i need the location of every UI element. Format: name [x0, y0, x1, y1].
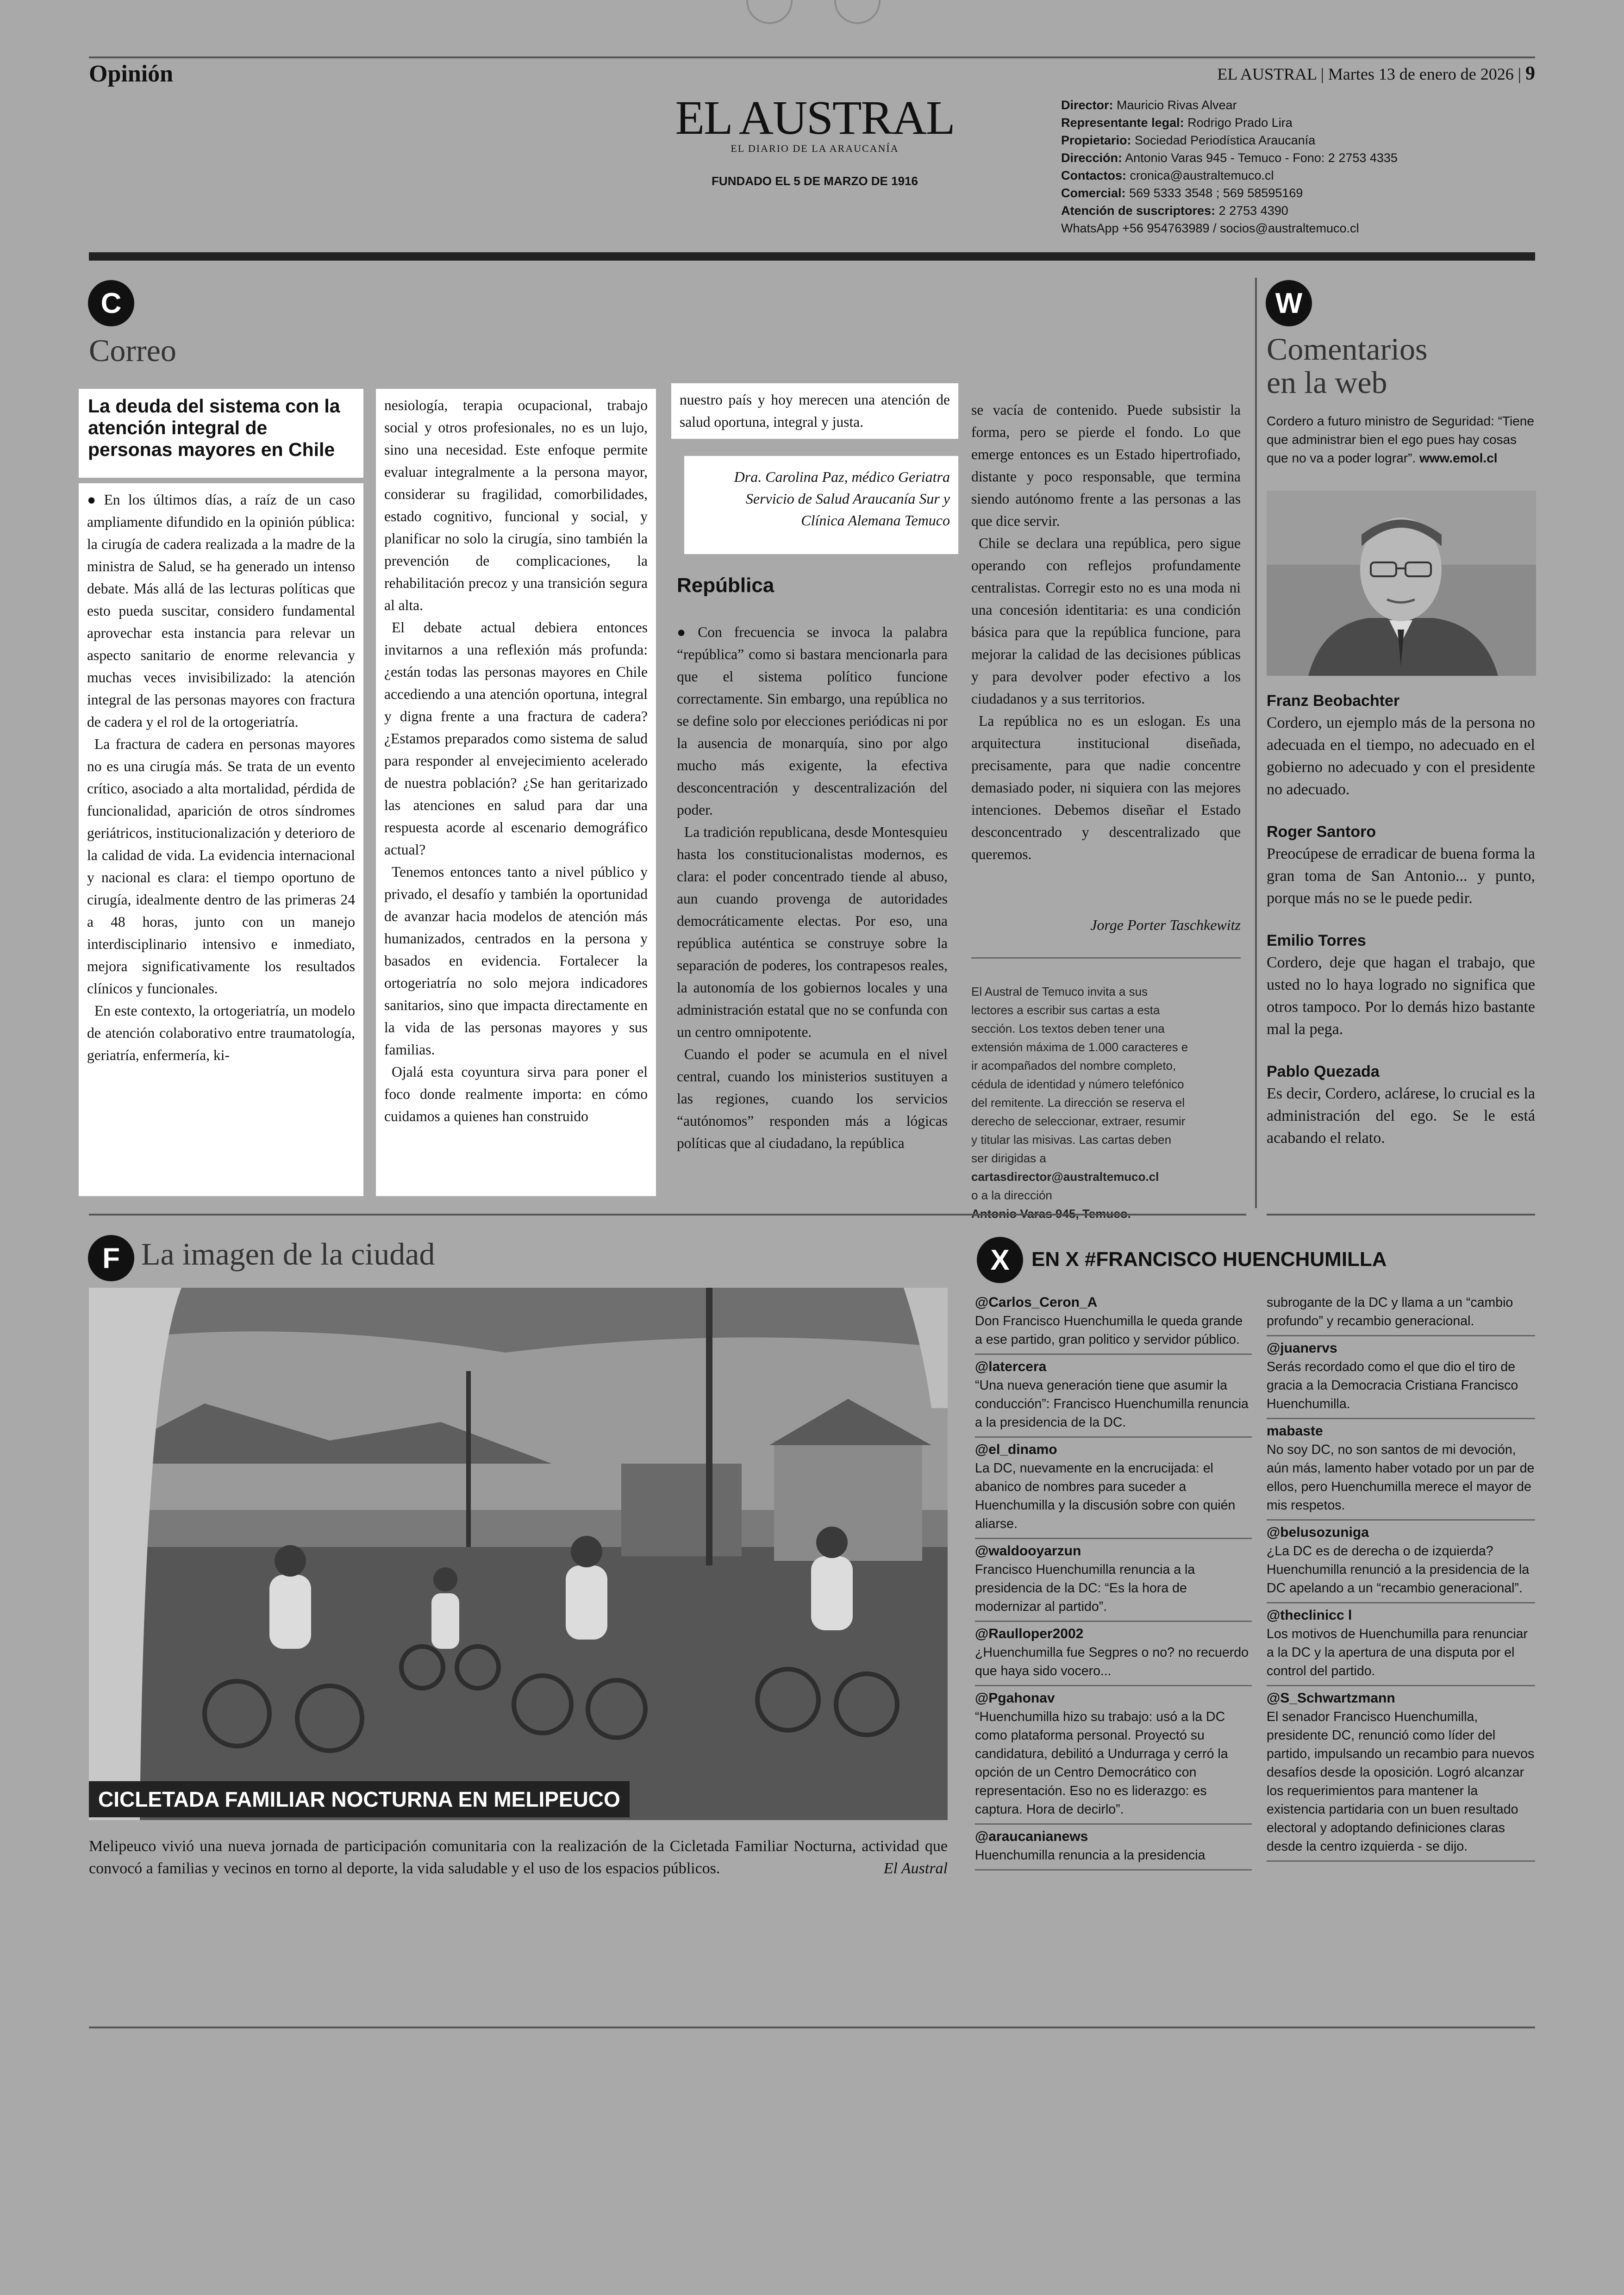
- staff-value: 569 5333 3548 ; 569 58595169: [1129, 186, 1303, 200]
- x-post[interactable]: [1267, 1336, 1535, 1419]
- x-post-user[interactable]: @araucanianews: [975, 1829, 1088, 1844]
- paragraph: [384, 1061, 648, 1128]
- city-photo: [89, 1288, 948, 1820]
- portrait-photo: [1267, 491, 1536, 676]
- web-comment-author: Roger Santoro: [1267, 823, 1376, 841]
- web-comment-author: Emilio Torres: [1267, 932, 1366, 949]
- letter2-column-4: [971, 399, 1241, 866]
- masthead: [662, 90, 968, 188]
- staff-value: Mauricio Rivas Alvear: [1117, 98, 1237, 112]
- x-post[interactable]: [975, 1355, 1252, 1438]
- web-comment-text: Cordero, un ejemplo más de la persona no adecuada en el tiempo, no adecuado en el gobierno no adecuado y con el presidente no adecuado.: [1267, 714, 1535, 798]
- masthead-subtitle: EL DIARIO DE LA ARAUCANÍA: [731, 143, 899, 154]
- city-image-description: Melipeuco vivió una nueva jornada de participación comunitaria con la realización de la Cicletada Familiar Nocturna, actividad que convocó a familias y vecinos en torno al deporte, la vida saludable y el uso de los espacios públicos.: [89, 1838, 948, 1877]
- staff-value: Antonio Varas 945 - Temuco - Fono: 2 2753 4335: [1125, 151, 1398, 165]
- previous-page-icon[interactable]: [746, 0, 793, 24]
- paragraph: [971, 710, 1241, 866]
- paragraph-text: se vacía de contenido. Puede subsistir la forma, pero se pierde el fondo. Lo que emerge entonces es un Estado hipertrofiado, distante y poco responsable, que termina siendo autónomo frente a las personas a las que dice servir.: [971, 402, 1241, 529]
- page-folio: EL AUSTRAL | Martes 13 de enero de 2026 | 9: [1217, 63, 1535, 84]
- web-comments-intro-text: Cordero a futuro ministro de Seguridad: “Tiene que administrar bien el ego pues hay cosas que no va a poder lograr”.: [1267, 414, 1534, 465]
- staff-line: [1061, 184, 1524, 202]
- web-comment: [1267, 932, 1535, 1041]
- folio-page: 9: [1525, 63, 1535, 84]
- x-post-text: ¿Huenchumilla fue Segpres o no? no recuerdo que haya sido vocero...: [975, 1645, 1249, 1678]
- x-post-text: “Una nueva generación tiene que asumir la conducción”: Francisco Huenchumilla renuncia a la presidencia de la DC.: [975, 1378, 1249, 1430]
- x-post-text: Don Francisco Huenchumilla le queda grande a ese partido, gran politico y servidor público.: [975, 1314, 1243, 1347]
- city-image-credit: El Austral: [883, 1860, 948, 1877]
- mid-rule-right: [1267, 1214, 1535, 1216]
- paragraph: [87, 1000, 355, 1066]
- masthead-title: EL AUSTRAL: [675, 91, 955, 144]
- paragraph: [384, 617, 648, 861]
- founded-line: FUNDADO EL 5 DE MARZO DE 1916: [712, 174, 918, 188]
- x-post-text: Serás recordado como el que dio el tiro de gracia a la Democracia Cristiana Francisco Huenchumilla.: [1267, 1360, 1518, 1411]
- signature-line: Clínica Alemana Temuco: [801, 512, 950, 529]
- letters-or-address: o a la dirección: [971, 1188, 1052, 1202]
- web-comment: [1267, 692, 1535, 801]
- paragraph-text: Con frecuencia se invoca la palabra “república” como si bastara mencionarla para que el sistema político funcione correctamente. Sin embargo, una república no se define solo por elecciones periódicas ni por la ausencia de monarquía, sino por algo mucho más exigente, la efectiva desconcentración y descentralización del poder.: [677, 624, 948, 818]
- letter1-closing: nuestro país y hoy merecen una atención de salud oportuna, integral y justa.: [680, 392, 950, 430]
- paragraph-text: Ojalá esta coyuntura sirva para poner el foco donde realmente importa: en cómo cuidamos a quienes han construido: [384, 1064, 648, 1124]
- x-post-user[interactable]: @latercera: [975, 1359, 1047, 1374]
- x-post-user[interactable]: @Raulloper2002: [975, 1626, 1084, 1641]
- column-divider: [1255, 278, 1257, 1208]
- x-post-user[interactable]: mabaste: [1267, 1423, 1323, 1439]
- letters-note-rule: [971, 957, 1241, 959]
- web-comment-text: Cordero, deje que hagan el trabajo, que usted no lo haya logrado no significa que otros tampoco. Por lo demás hizo bastante mal la pega.: [1267, 954, 1535, 1038]
- correo-title: Correo: [89, 333, 176, 368]
- letters-note: [971, 982, 1189, 1223]
- paragraph-text: La república no es un eslogan. Es una arquitectura institucional diseñada, precisamente, para que nadie concentre demasiado poder, ni siquiera con las mejores intenciones. Debemos diseñar el Estado desconcentrado y descentralizado que queremos.: [971, 713, 1241, 862]
- paragraph: [677, 621, 948, 821]
- staff-box: [1061, 96, 1524, 237]
- letters-note-text: El Austral de Temuco invita a sus lectores a escribir sus cartas a esta sección. Los textos deben tener una extensión máxima de 1.000 caracteres e ir acompañados del nombre completo, cédula de identidad y número telefónico del remitente. La dirección se reserva el derecho de seleccionar, extraer, resumir y titular las misivas. Las cartas deben ser dirigidas a: [971, 985, 1188, 1165]
- web-comments-intro: [1267, 412, 1535, 468]
- staff-line: [1061, 131, 1524, 149]
- x-post-text: Francisco Huenchumilla renuncia a la presidencia de la DC: “Es la hora de modernizar al partido”.: [975, 1562, 1195, 1614]
- staff-label: Director:: [1061, 98, 1113, 112]
- letter2-signature: Jorge Porter Taschkewitz: [1090, 917, 1241, 933]
- letter1-headline: La deuda del sistema con la atención integral de personas mayores en Chile: [79, 389, 363, 478]
- paragraph: [384, 394, 648, 617]
- staff-label: Propietario:: [1061, 133, 1131, 147]
- x-feed-column-1: [975, 1291, 1252, 1871]
- staff-value: Rodrigo Prado Lira: [1187, 116, 1293, 130]
- web-comments-title-line1: Comentarios: [1267, 331, 1428, 367]
- web-comments-title-line2: en la web: [1267, 365, 1387, 400]
- letters-email[interactable]: cartasdirector@australtemuco.cl: [971, 1170, 1159, 1184]
- paragraph-text: Chile se declara una república, pero sigue operando con reflejos profundamente centralistas. Corregir esto no es una moda ni una concesión identitaria: es una condición básica para que la república funcione, para mejorar la calidad de las decisiones públicas y para devolver poder efectivo a los ciudadanos y a sus territorios.: [971, 535, 1241, 707]
- staff-value: WhatsApp +56 954763989 / socios@australtemuco.cl: [1061, 221, 1359, 235]
- web-comments-list: [1267, 692, 1535, 1172]
- staff-value: 2 2753 4390: [1218, 204, 1288, 218]
- bullet-icon: ●: [87, 492, 100, 508]
- staff-value: Sociedad Periodística Araucanía: [1135, 133, 1316, 147]
- x-post-user[interactable]: @theclinicc l: [1267, 1608, 1352, 1623]
- x-post[interactable]: [975, 1539, 1252, 1622]
- staff-label: Dirección:: [1061, 151, 1123, 165]
- x-post-user[interactable]: @S_Schwartzmann: [1267, 1690, 1395, 1706]
- staff-line: [1061, 114, 1524, 131]
- mid-rule-left: [89, 1214, 1246, 1216]
- folio-paper: EL AUSTRAL: [1217, 65, 1317, 83]
- next-page-icon[interactable]: [834, 0, 881, 24]
- web-comment: [1267, 1063, 1535, 1149]
- staff-label: Atención de suscriptores:: [1061, 204, 1216, 218]
- x-post-user[interactable]: @belusozuniga: [1267, 1525, 1369, 1540]
- x-post[interactable]: [1267, 1603, 1535, 1686]
- paragraph: [677, 821, 948, 1043]
- x-post-user[interactable]: @juanervs: [1267, 1341, 1337, 1356]
- signature-line: Dra. Carolina Paz, médico Geriatra: [734, 468, 950, 485]
- x-post[interactable]: [975, 1825, 1252, 1871]
- paragraph-text: Cuando el poder se acumula en el nivel central, cuando los ministerios sustituyen a las regiones, cuando los servicios “autónomos” responden más a lógicas políticas que al ciudadano, la república: [677, 1046, 948, 1151]
- paragraph: [971, 532, 1241, 710]
- x-post-user[interactable]: @el_dinamo: [975, 1442, 1057, 1457]
- bullet-icon: ●: [677, 624, 694, 640]
- letter1-signature: [684, 456, 958, 554]
- letter1-column-1: [79, 483, 363, 1196]
- paragraph-text: La fractura de cadera en personas mayores no es una cirugía más. Se trata de un evento crítico, asociado a alta mortalidad, pérdida de funcionalidad, aparición de otros síndromes geriátricos, institucionalización y deterioro de la calidad de vida. La evidencia internacional y nacional es clara: el tiempo oportuno de cirugía, idealmente dentro de las primeras 24 a 48 horas, junto con un manejo interdisciplinario intensivo e inmediato, mejora significativamente los resultados clínicos y funcionales.: [87, 736, 355, 997]
- x-post-user[interactable]: @Pgahonav: [975, 1690, 1055, 1706]
- x-post-user[interactable]: @waldooyarzun: [975, 1543, 1081, 1559]
- header-rule: [89, 252, 1535, 261]
- paragraph: [971, 399, 1241, 532]
- paragraph-text: En este contexto, la ortogeriatría, un modelo de atención colaborativo entre traumatología, geriatría, enfermería, ki-: [87, 1003, 355, 1063]
- x-post[interactable]: [1267, 1419, 1535, 1521]
- city-photo-caption: CICLETADA FAMILIAR NOCTURNA EN MELIPEUCO: [89, 1781, 630, 1817]
- city-image-text: [89, 1835, 948, 1880]
- x-post[interactable]: [975, 1291, 1252, 1355]
- x-feed-column-2: [1267, 1291, 1535, 1862]
- x-post-text: Los motivos de Huenchumilla para renunciar a la DC y la apertura de una disputa por el control del partido.: [1267, 1627, 1528, 1678]
- bottom-rule: [89, 2027, 1535, 2028]
- letter2-column-3: [677, 621, 948, 1154]
- x-post[interactable]: [975, 1686, 1252, 1825]
- web-comments-badge: W: [1266, 280, 1312, 326]
- top-rule: [89, 56, 1535, 58]
- staff-line: [1061, 96, 1524, 114]
- signature-line: Servicio de Salud Araucanía Sur y: [745, 490, 950, 507]
- x-post-text: La DC, nuevamente en la encrucijada: el abanico de nombres para suceder a Huenchumilla y la discusión sobre con quién aliarse.: [975, 1461, 1236, 1531]
- paragraph-text: El debate actual debiera entonces invitarnos a una reflexión más profunda: ¿están todas las personas mayores en Chile accediendo a una atención oportuna, integral y digna frente a una fractura de cadera? ¿Estamos preparados como sistema de salud para responder al envejecimiento acelerado de nuestra población? ¿Se han geritarizado las atenciones en salud para dar una respuesta acorde al escenario demográfico actual?: [384, 619, 648, 858]
- correo-badge: C: [88, 280, 134, 326]
- x-post-text: “Huenchumilla hizo su trabajo: usó a la DC como plataforma personal. Proyectó su candidatura, debilitó a Undurraga y cerró la opción de un Centro Democrático con representación. Eso no es liderazgo: es captura. Hora de decirlo”.: [975, 1709, 1228, 1817]
- x-feed-title: EN X #FRANCISCO HUENCHUMILLA: [1031, 1248, 1387, 1271]
- web-comments-source[interactable]: www.emol.cl: [1419, 451, 1498, 465]
- x-post-text: El senador Francisco Huenchumilla, presidente DC, renunció como líder del partido, impulsando un recambio para nuevos desafíos desde la oposición. Logró alcanzar los requerimientos para mantener la existencia partidaria con un buen resultado electoral y adoptando definiciones claras desde la centro izquierda - se dijo.: [1267, 1709, 1535, 1854]
- x-post[interactable]: [975, 1438, 1252, 1539]
- x-post[interactable]: [1267, 1686, 1535, 1862]
- section-name: Opinión: [89, 61, 174, 87]
- web-comment-text: Es decir, Cordero, aclárese, lo crucial es la administración del ego. Se le está acabando el relato.: [1267, 1085, 1535, 1147]
- x-post-text: Huenchumilla renuncia a la presidencia: [975, 1848, 1206, 1863]
- staff-label: Representante legal:: [1061, 116, 1184, 130]
- folio-date: Martes 13 de enero de 2026: [1328, 65, 1514, 83]
- paragraph: [87, 489, 355, 733]
- staff-line: [1061, 202, 1524, 219]
- paragraph: [384, 861, 648, 1061]
- letter2-headline: República: [677, 574, 775, 597]
- staff-line: [1061, 167, 1524, 184]
- letter1-column-3: [671, 383, 958, 439]
- x-post-user[interactable]: @Carlos_Ceron_A: [975, 1295, 1098, 1310]
- x-post[interactable]: [1267, 1521, 1535, 1603]
- web-comments-title: [1267, 332, 1428, 399]
- staff-label: Contactos:: [1061, 168, 1126, 182]
- paragraph: [677, 1043, 948, 1154]
- web-comment: [1267, 823, 1535, 910]
- staff-value: cronica@australtemuco.cl: [1130, 168, 1274, 182]
- paragraph-text: Tenemos entonces tanto a nivel público y privado, el desafío y también la oportunidad de avanzar hacia modelos de atención más humanizados, centrados en la persona y basados en evidencia. Fortalecer la ortogeriatría no solo mejora indicadores sanitarios, sino que impacta directamente en la vida de las personas mayores y sus familias.: [384, 864, 648, 1058]
- staff-line: [1061, 219, 1524, 237]
- paragraph-text: La tradición republicana, desde Montesquieu hasta los constitucionalistas modernos, es clara: el poder concentrado tiende al abuso, aun cuando provenga de autoridades democráticamente electas. Por eso, una república auténtica se construye sobre la separación de poderes, los contrapesos reales, la autonomía de los gobiernos locales y una administración estatal que no se confunda con un centro omnipotente.: [677, 824, 948, 1040]
- city-image-title: La imagen de la ciudad: [141, 1236, 435, 1272]
- letter1-column-2: [376, 389, 656, 1196]
- x-feed-badge: X: [977, 1237, 1023, 1283]
- web-comment-author: Pablo Quezada: [1267, 1063, 1380, 1080]
- paragraph: [87, 733, 355, 1000]
- x-feed-lead: subrogante de la DC y llama a un “cambio profundo” y recambio generacional.: [1267, 1295, 1513, 1328]
- x-post-text: ¿La DC es de derecha o de izquierda?Huenchumilla renunció a la presidencia de la DC apelando a un “recambio generacional”.: [1267, 1544, 1530, 1596]
- x-post[interactable]: [975, 1622, 1252, 1686]
- city-image-badge: F: [88, 1235, 134, 1281]
- staff-line: [1061, 149, 1524, 167]
- staff-label: Comercial:: [1061, 186, 1126, 200]
- paragraph-text: En los últimos días, a raíz de un caso ampliamente difundido en la opinión pública: la cirugía de cadera realizada a la madre de la ministra de Salud, se ha generado un intenso debate. Más allá de las lecturas políticas que esto pueda suscitar, considero fundamental aprovechar esta instancia para relevar un aspecto sanitario de enorme relevancia y muchas veces invisibilizado: la atención integral de las personas mayores con fractura de cadera y el rol de la ortogeriatría.: [87, 492, 355, 730]
- web-comment-author: Franz Beobachter: [1267, 692, 1400, 710]
- paragraph-text: nesiología, terapia ocupacional, trabajo social y otros profesionales, no es un lujo, sino una necesidad. Este enfoque permite evaluar integralmente a la persona mayor, considerar su fragilidad, comorbilidades, estado cognitivo, funcional y social, y planificar no solo la cirugía, sino también la prevención de complicaciones, la rehabilitación precoz y una transición segura al alta.: [384, 397, 648, 613]
- x-post-text: No soy DC, no son santos de mi devoción, aún más, lamento haber votado por un par de ellos, pero Huenchumilla merece el mayor de mis respetos.: [1267, 1442, 1535, 1513]
- web-comment-text: Preocúpese de erradicar de buena forma la gran toma de San Antonio... y punto, porque más no se le puede pedir.: [1267, 845, 1535, 907]
